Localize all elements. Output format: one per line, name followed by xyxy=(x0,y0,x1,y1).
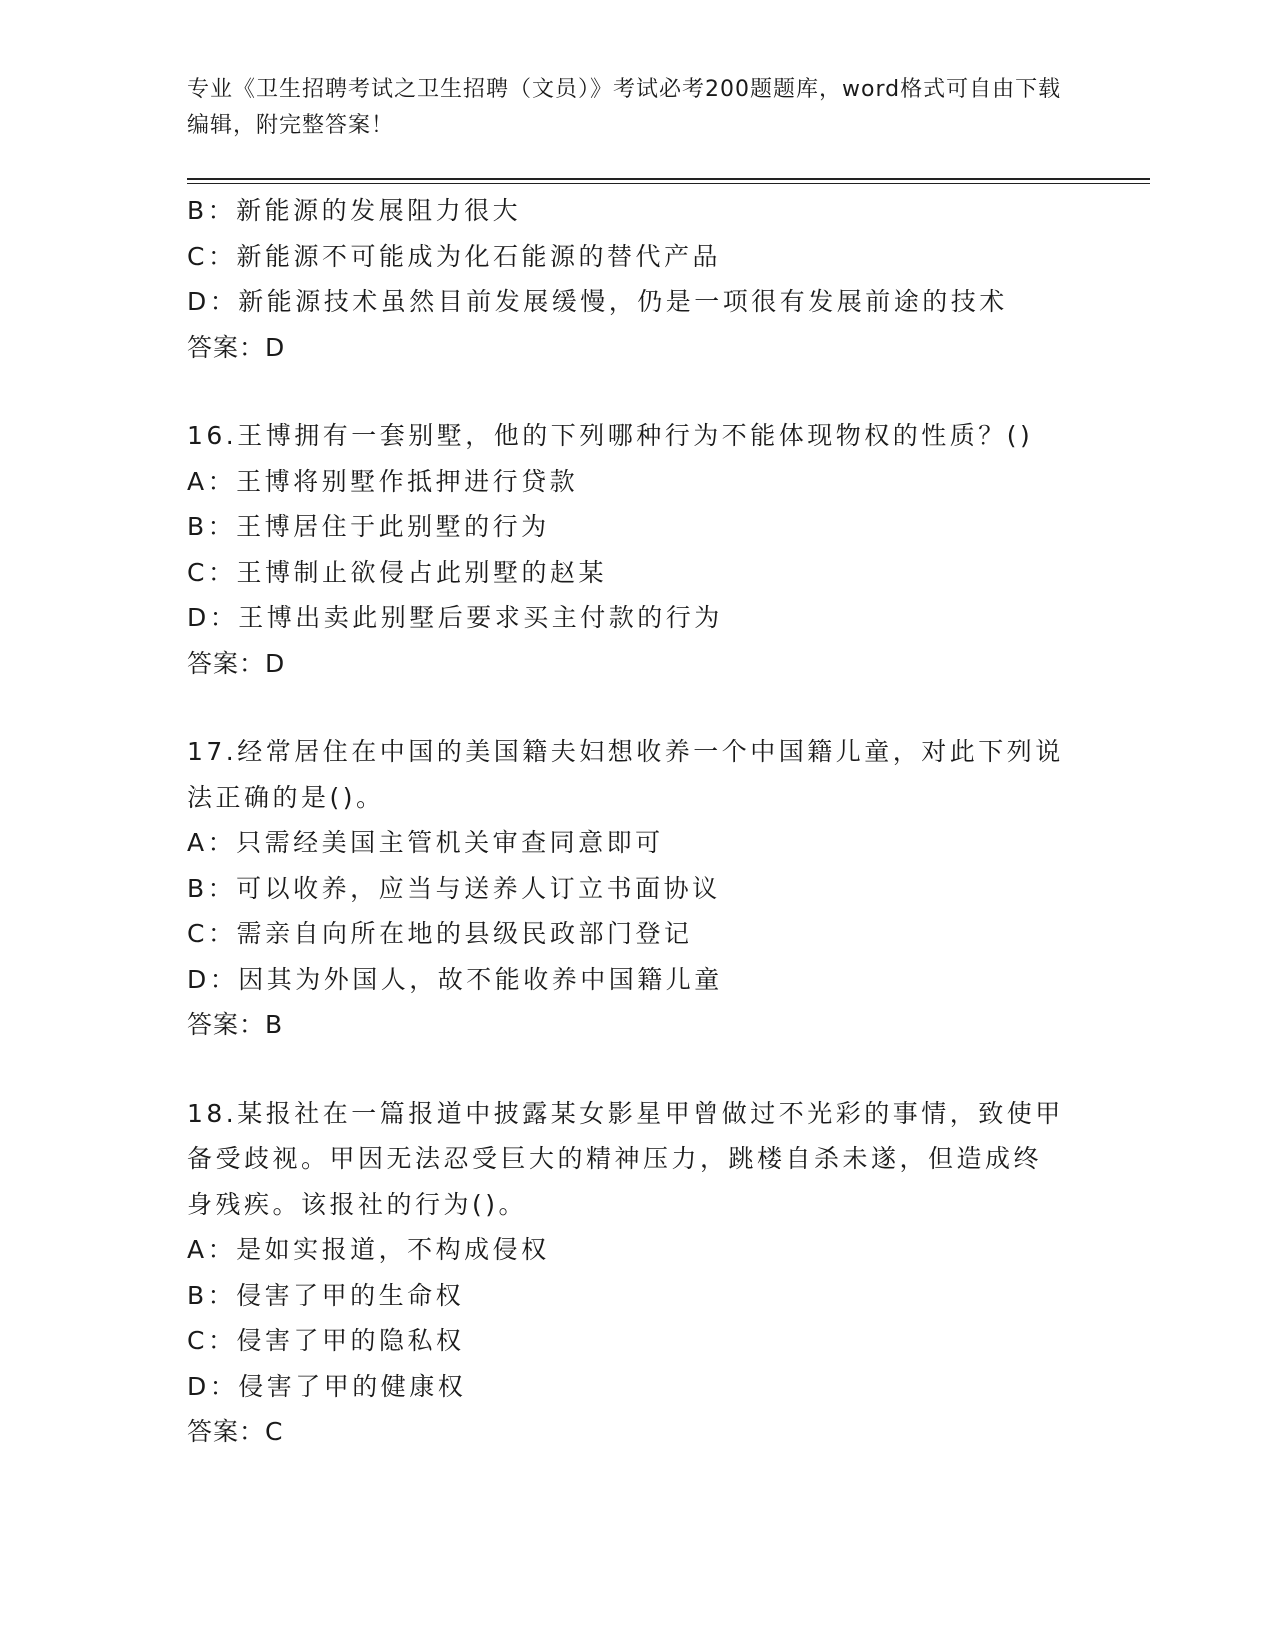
option-b: B：侵害了甲的生命权 xyxy=(187,1280,465,1310)
option-d: D：新能源技术虽然目前发展缓慢，仍是一项很有发展前途的技术 xyxy=(187,287,1008,316)
option-a: A：王博将别墅作抵押进行贷款 xyxy=(187,466,579,496)
question-block-16 xyxy=(187,413,1087,686)
option-d: D：侵害了甲的健康权 xyxy=(187,1371,467,1401)
option-b: B：新能源的发展阻力很大 xyxy=(187,196,522,225)
spacer xyxy=(187,370,1087,413)
question-text: 16.王博拥有一套别墅，他的下列哪种行为不能体现物权的性质？() xyxy=(187,421,1034,450)
option-a: A：只需经美国主管机关审查同意即可 xyxy=(187,828,664,857)
option-a: A：是如实报道，不构成侵权 xyxy=(187,1235,550,1264)
header-divider-thick xyxy=(187,178,1150,180)
option-c: C：需亲自向所在地的县级民政部门登记 xyxy=(187,919,693,948)
question-block-17 xyxy=(187,729,1087,1048)
header-divider-thin xyxy=(187,183,1150,184)
option-c: C：新能源不可能成为化石能源的替代产品 xyxy=(187,241,721,271)
document-header: 专业《卫生招聘考试之卫生招聘（文员）》考试必考200题题库，word格式可自由下载编辑，附完整答案！ xyxy=(187,77,1062,138)
spacer xyxy=(187,1048,1087,1091)
option-c: C：侵害了甲的隐私权 xyxy=(187,1326,465,1355)
option-d: D：因其为外国人，故不能收养中国籍儿童 xyxy=(187,964,723,994)
option-b: B：王博居住于此别墅的行为 xyxy=(187,512,550,541)
question-text: 17.经常居住在中国的美国籍夫妇想收养一个中国籍儿童，对此下列说法正确的是()。 xyxy=(187,737,1064,812)
question-block-18 xyxy=(187,1091,1087,1455)
question-list xyxy=(187,188,1087,1455)
question-text: 18.某报社在一篇报道中披露某女影星甲曾做过不光彩的事情，致使甲备受歧视。甲因无法忍受巨大的精神压力，跳楼自杀未遂，但造成终身残疾。该报社的行为()。 xyxy=(187,1098,1064,1219)
option-b: B：可以收养，应当与送养人订立书面协议 xyxy=(187,873,721,903)
question-block-15 xyxy=(187,188,1087,370)
option-c: C：王博制止欲侵占此别墅的赵某 xyxy=(187,557,607,587)
answer-line: 答案：D xyxy=(187,332,286,362)
answer-line: 答案：D xyxy=(187,648,286,678)
answer-line: 答案：B xyxy=(187,1010,284,1039)
spacer xyxy=(187,686,1087,729)
answer-line: 答案：C xyxy=(187,1417,284,1446)
option-d: D：王博出卖此别墅后要求买主付款的行为 xyxy=(187,603,723,632)
